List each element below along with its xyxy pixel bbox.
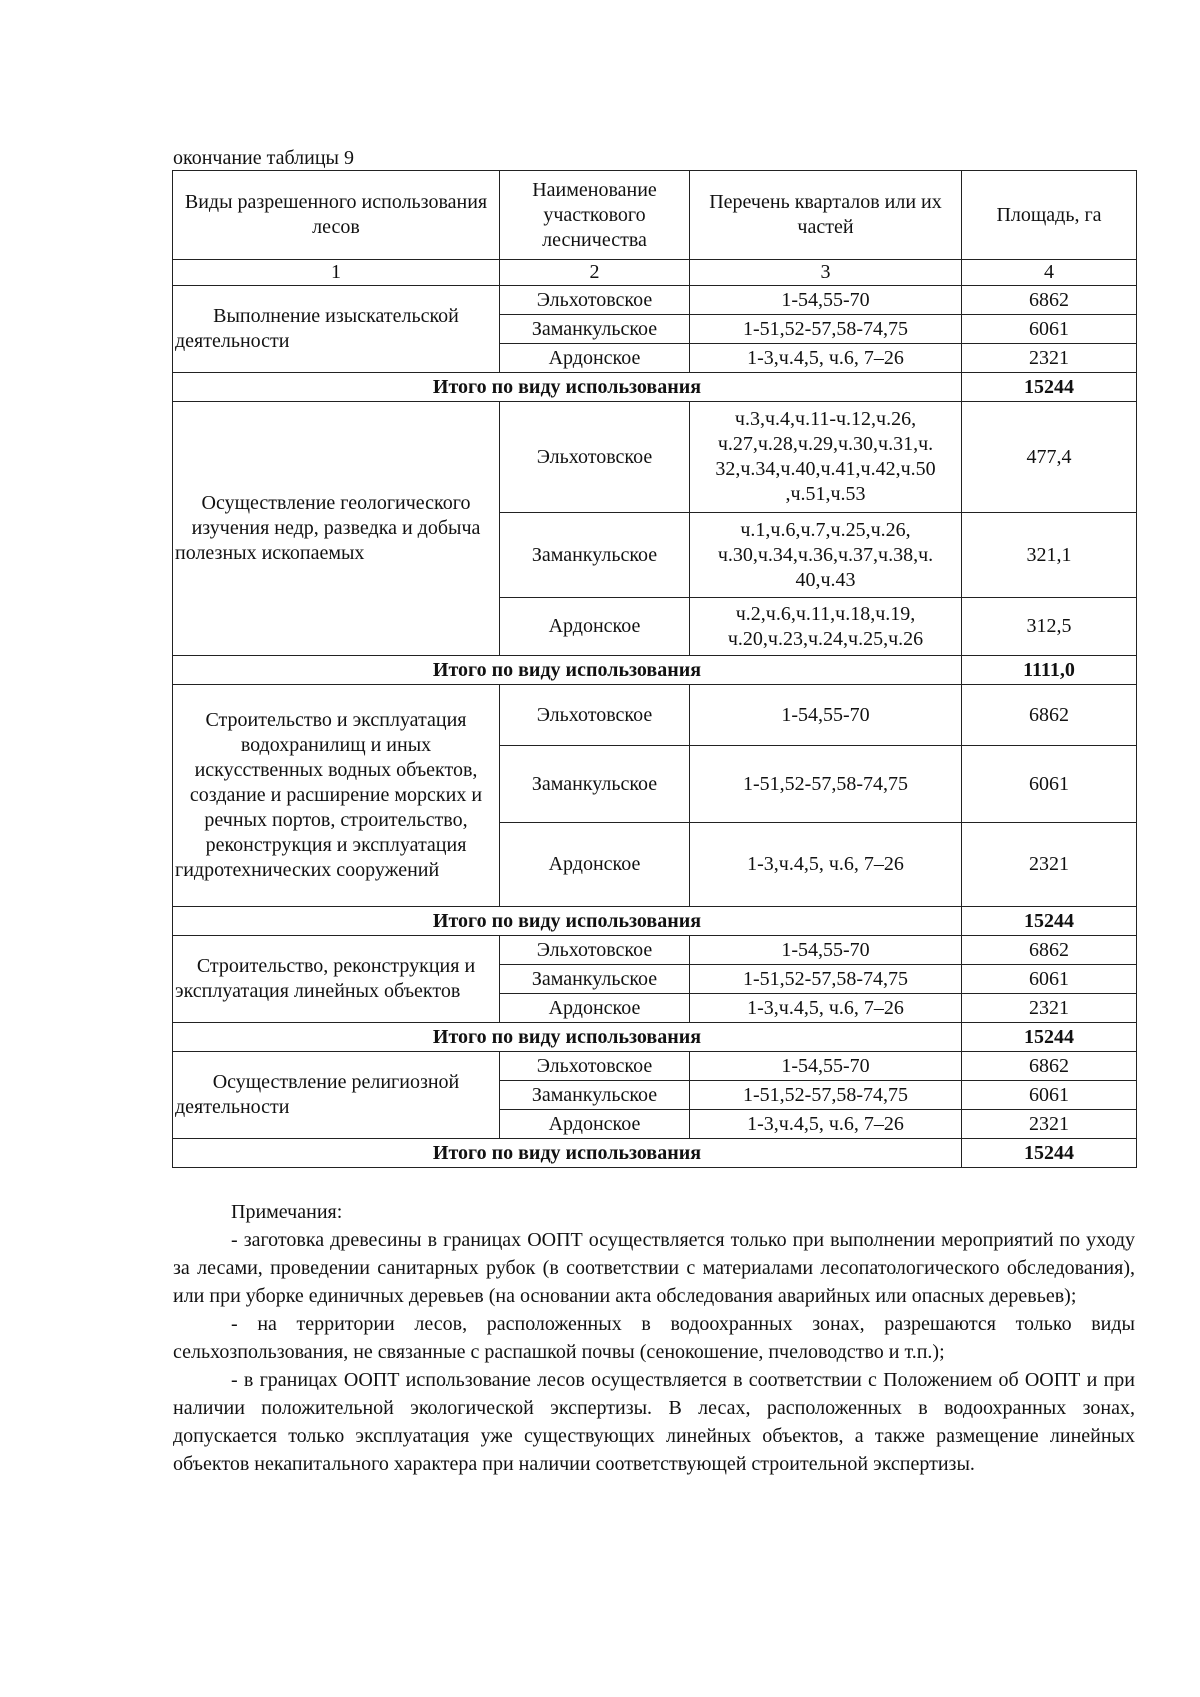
use-type-cell: Осуществление геологического изучения недр, разведка и добыча полезных ископаемых — [173, 402, 500, 656]
quarters-cell: 1-51,52-57,58-74,75 — [690, 965, 962, 994]
total-row — [173, 1139, 1137, 1168]
area-cell: 6061 — [962, 746, 1137, 823]
column-number: 3 — [690, 260, 962, 286]
area-cell: 321,1 — [962, 513, 1137, 598]
column-number-row — [173, 260, 1137, 286]
column-number: 1 — [173, 260, 500, 286]
forestry-cell: Ардонское — [500, 823, 690, 907]
forestry-cell: Заманкульское — [500, 746, 690, 823]
area-cell: 2321 — [962, 1110, 1137, 1139]
use-type-cell: Строительство и эксплуатация водохранилищ и иных искусственных водных объектов, создание и расширение морских и речных портов, строительство, реконструкция и эксплуатация гидротехнических сооружений — [173, 685, 500, 907]
quarters-cell: ч.2,ч.6,ч.11,ч.18,ч.19, ч.20,ч.23,ч.24,ч.25,ч.26 — [690, 598, 962, 656]
area-cell: 2321 — [962, 994, 1137, 1023]
forestry-cell: Заманкульское — [500, 315, 690, 344]
forestry-cell: Ардонское — [500, 994, 690, 1023]
header-area: Площадь, га — [962, 171, 1137, 260]
forestry-cell: Ардонское — [500, 344, 690, 373]
total-label: Итого по виду использования — [173, 1139, 962, 1168]
total-value: 15244 — [962, 373, 1137, 402]
quarters-cell: 1-3,ч.4,5, ч.6, 7–26 — [690, 994, 962, 1023]
note-item: - заготовка древесины в границах ООПТ осуществляется только при выполнении мероприятий по уходу за лесами, проведении санитарных рубок (в соответствии с материалами лесопатологического обследования), или при уборке единичных деревьев (на основании акта обследования аварийных или опасных деревьев); — [173, 1229, 1135, 1307]
quarters-cell: ч.3,ч.4,ч.11-ч.12,ч.26, ч.27,ч.28,ч.29,ч.30,ч.31,ч. 32,ч.34,ч.40,ч.41,ч.42,ч.50 ,ч.51,ч.53 — [690, 402, 962, 513]
quarters-cell: 1-54,55-70 — [690, 1052, 962, 1081]
quarters-cell: 1-54,55-70 — [690, 685, 962, 746]
forestry-cell: Эльхотовское — [500, 685, 690, 746]
use-type-cell: Строительство, реконструкция и эксплуатация линейных объектов — [173, 936, 500, 1023]
area-cell: 6862 — [962, 936, 1137, 965]
total-label: Итого по виду использования — [173, 907, 962, 936]
total-value: 15244 — [962, 1023, 1137, 1052]
forestry-cell: Эльхотовское — [500, 286, 690, 315]
table-row — [173, 402, 1137, 513]
area-cell: 477,4 — [962, 402, 1137, 513]
area-cell: 6061 — [962, 1081, 1137, 1110]
total-row — [173, 907, 1137, 936]
area-cell: 6862 — [962, 286, 1137, 315]
column-number: 4 — [962, 260, 1137, 286]
total-label: Итого по виду использования — [173, 1023, 962, 1052]
total-row — [173, 373, 1137, 402]
forestry-cell: Эльхотовское — [500, 936, 690, 965]
area-cell: 6061 — [962, 965, 1137, 994]
quarters-cell: 1-51,52-57,58-74,75 — [690, 746, 962, 823]
area-cell: 2321 — [962, 344, 1137, 373]
forest-use-table — [172, 170, 1137, 1168]
quarters-cell: 1-3,ч.4,5, ч.6, 7–26 — [690, 823, 962, 907]
table-caption: окончание таблицы 9 — [173, 147, 354, 169]
forestry-cell: Ардонское — [500, 598, 690, 656]
forestry-cell: Ардонское — [500, 1110, 690, 1139]
forestry-cell: Заманкульское — [500, 1081, 690, 1110]
quarters-cell: 1-51,52-57,58-74,75 — [690, 1081, 962, 1110]
notes-title: Примечания: — [231, 1201, 343, 1223]
use-type-cell: Выполнение изыскательской деятельности — [173, 286, 500, 373]
table-row — [173, 1052, 1137, 1081]
quarters-cell: 1-3,ч.4,5, ч.6, 7–26 — [690, 1110, 962, 1139]
total-label: Итого по виду использования — [173, 656, 962, 685]
quarters-cell: 1-3,ч.4,5, ч.6, 7–26 — [690, 344, 962, 373]
area-cell: 6862 — [962, 685, 1137, 746]
header-quarters-list: Перечень кварталов или их частей — [690, 171, 962, 260]
forestry-cell: Эльхотовское — [500, 1052, 690, 1081]
table-header-row — [173, 171, 1137, 260]
header-forestry-name: Наименование участкового лесничества — [500, 171, 690, 260]
forestry-cell: Эльхотовское — [500, 402, 690, 513]
column-number: 2 — [500, 260, 690, 286]
note-item: - в границах ООПТ использование лесов осуществляется в соответствии с Положением об ООПТ и при наличии положительной экологической экспертизы. В лесах, расположенных в водоохранных зонах, допускается только эксплуатация уже существующих линейных объектов, а также размещение линейных объектов некапитального характера при наличии соответствующей строительной экспертизы. — [173, 1369, 1135, 1475]
table-row — [173, 936, 1137, 965]
total-row — [173, 656, 1137, 685]
quarters-cell: ч.1,ч.6,ч.7,ч.25,ч.26, ч.30,ч.34,ч.36,ч.37,ч.38,ч. 40,ч.43 — [690, 513, 962, 598]
use-type-cell: Осуществление религиозной деятельности — [173, 1052, 500, 1139]
area-cell: 2321 — [962, 823, 1137, 907]
area-cell: 6862 — [962, 1052, 1137, 1081]
notes-section — [173, 1198, 1135, 1478]
forestry-cell: Заманкульское — [500, 513, 690, 598]
total-label: Итого по виду использования — [173, 373, 962, 402]
table-row — [173, 286, 1137, 315]
note-item: - на территории лесов, расположенных в водоохранных зонах, разрешаются только виды сельхозпользования, не связанные с распашкой почвы (сенокошение, пчеловодство и т.п.); — [173, 1313, 1135, 1363]
total-value: 1111,0 — [962, 656, 1137, 685]
area-cell: 6061 — [962, 315, 1137, 344]
total-value: 15244 — [962, 907, 1137, 936]
total-row — [173, 1023, 1137, 1052]
header-use-type: Виды разрешенного использования лесов — [173, 171, 500, 260]
quarters-cell: 1-54,55-70 — [690, 936, 962, 965]
area-cell: 312,5 — [962, 598, 1137, 656]
forestry-cell: Заманкульское — [500, 965, 690, 994]
table-row — [173, 685, 1137, 746]
quarters-cell: 1-51,52-57,58-74,75 — [690, 315, 962, 344]
total-value: 15244 — [962, 1139, 1137, 1168]
quarters-cell: 1-54,55-70 — [690, 286, 962, 315]
